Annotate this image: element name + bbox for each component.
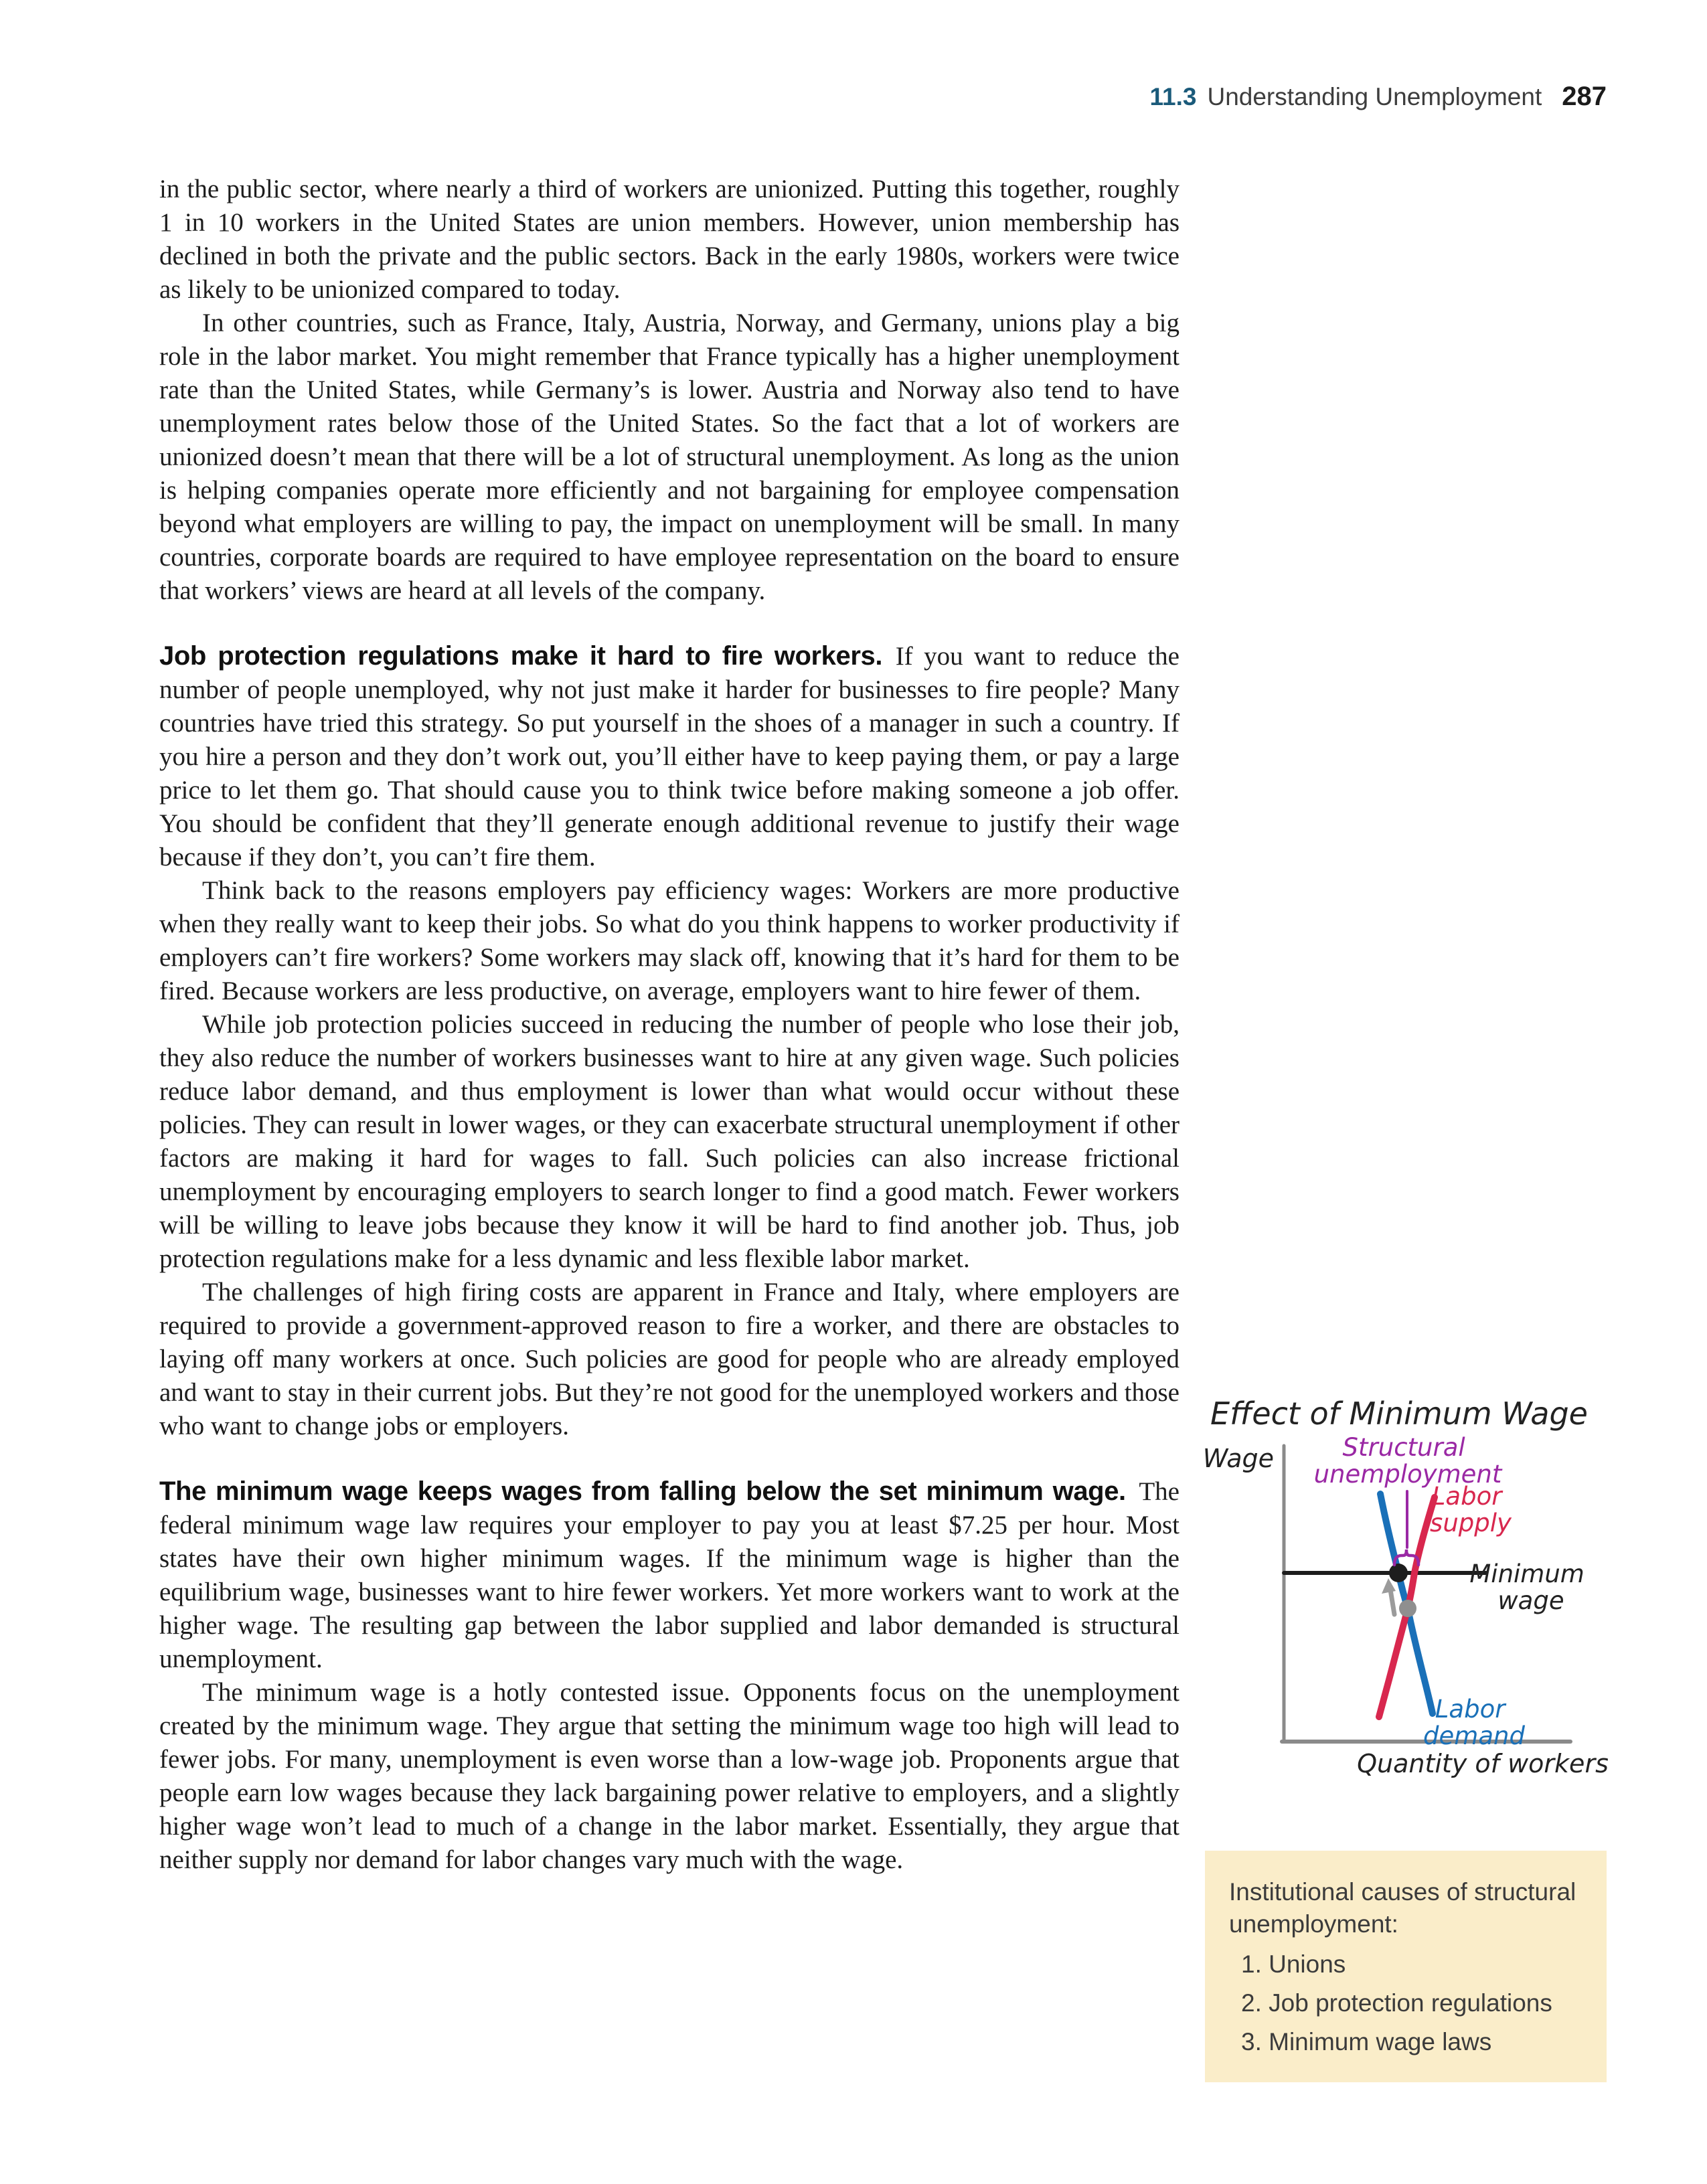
body-paragraph: The minimum wage is a hotly contested issue. Opponents focus on the unemployment created by the minimum wage. They argue that setting the minimum wage too high will lead to fewer jobs. For many, unemployment is even worse than a low-wage job. Proponents argue that people earn low wages because they lack bargaining power relative to employers, and a slightly higher wage won’t lead to much of a change in the labor market. Essentially, they argue that neither supply nor demand for labor changes vary much with the wage. — [159, 1678, 1180, 1874]
callout-title: Institutional causes of structural unemployment: — [1229, 1878, 1576, 1938]
minimum-wage-figure — [1198, 1379, 1640, 1807]
callout-item: 3. Minimum wage laws — [1241, 2028, 1492, 2055]
y-axis-label: Wage — [1202, 1444, 1274, 1473]
minimum-wage-point — [1389, 1564, 1408, 1582]
minimum-wage-label: Minimum wage — [1469, 1560, 1584, 1615]
figure-title: Effect of Minimum Wage — [1210, 1396, 1588, 1432]
body-paragraph: Think back to the reasons employers pay efficiency wages: Workers are more productive when they really want to keep their jobs. So what do you think happens to worker productivity if employers can’t fire workers? Some workers may slack off, knowing that it’s hard for them to be fired. Because workers are less productive, on average, employers want to hire fewer of them. — [159, 876, 1180, 1005]
section-paragraph: The minimum wage keeps wages from falling below the set minimum wage. The federal minimum wage law requires your employer to pay you at least $7.25 per hour. Most states have their own higher minimum wages. If the minimum wage is higher than the equilibrium wage, businesses want to hire fewer workers. Yet more workers want to work at the higher wage. The resulting gap between the labor supplied and labor demanded is structural unemployment. — [159, 1477, 1180, 1673]
section-paragraph: Job protection regulations make it hard to fire workers. If you want to reduce the number of people unemployed, why not just make it harder for businesses to fire people? Many countries have tried this strategy. So put yourself in the shoes of a manager in such a country. If you hire a person and they don’t work out, you’ll either have to keep paying them, or pay a large price to let them go. That should cause you to think twice before making someone a job offer. You should be confident that they’ll generate enough additional revenue to justify their wage because if they don’t, you can’t fire them. — [159, 641, 1180, 871]
body-paragraph: While job protection policies succeed in reducing the number of people who lose their job, they also reduce the number of workers businesses want to hire at any given wage. Such policies reduce labor demand, and thus employment is lower than what would occur without these policies. They can result in lower wages, or they can exacerbate structural unemployment if other factors are making it hard for wages to fall. Such policies can also increase frictional unemployment by encouraging employers to search longer to find a good match. Fewer workers will be willing to leave jobs because they know it will be hard to find another job. Thus, job protection regulations make for a less dynamic and less flexible labor market. — [159, 1010, 1180, 1273]
body-paragraph: In other countries, such as France, Italy, Austria, Norway, and Germany, unions play a big role in the labor market. You might remember that France typically has a higher unemployment rate than the United States, while Germany’s is lower. Austria and Norway also tend to have unemployment rates below those of the United States. So the fact that a lot of workers are unionized doesn’t mean that there will be a lot of structural unemployment. As long as the union is helping companies operate more efficiently and not bargaining for employee compensation beyond what employers are willing to pay, the impact on unemployment will be small. In many countries, corporate boards are required to have employee representation on the board to ensure that workers’ views are heard at all levels of the company. — [159, 309, 1180, 605]
structural-unemployment-label: Structural unemployment — [1313, 1433, 1502, 1489]
labor-demand-label: Labor demand — [1423, 1695, 1525, 1750]
callout-item: 2. Job protection regulations — [1241, 1989, 1552, 2017]
body-paragraph: in the public sector, where nearly a third of workers are unionized. Putting this together, roughly 1 in 10 workers in the United States are union members. However, union membership has declined in both the private and the public sectors. Back in the early 1980s, workers were twice as likely to be unionized compared to today. — [159, 175, 1180, 304]
wage-rise-arrow-shaft — [1390, 1590, 1394, 1614]
running-head — [1149, 82, 1607, 112]
body-column — [159, 173, 1180, 1877]
labor-supply-label: Labor supply — [1430, 1482, 1512, 1537]
figure-canvas — [1198, 1379, 1640, 1807]
callout-item: 1. Unions — [1241, 1950, 1346, 1978]
body-paragraph: The challenges of high firing costs are apparent in France and Italy, where employers are required to provide a government-approved reason to fire a worker, and there are obstacles to laying off many workers at once. Such policies are good for people who are already employed and want to stay in their current jobs. But they’re not good for the unemployed workers and those who want to change jobs or employers. — [159, 1278, 1180, 1440]
run-in-heading: The minimum wage keeps wages from falling below the set minimum wage. — [159, 1477, 1139, 1506]
x-axis-label: Quantity of workers — [1357, 1749, 1609, 1778]
section-title: Understanding Unemployment — [1207, 83, 1542, 110]
run-in-heading: Job protection regulations make it hard to fire workers. — [159, 641, 896, 671]
section-number: 11.3 — [1149, 83, 1197, 110]
equilibrium-point — [1399, 1600, 1416, 1617]
callout-list — [1229, 1948, 1580, 2058]
institutional-causes-box — [1205, 1851, 1607, 2082]
page-number: 287 — [1562, 82, 1607, 111]
